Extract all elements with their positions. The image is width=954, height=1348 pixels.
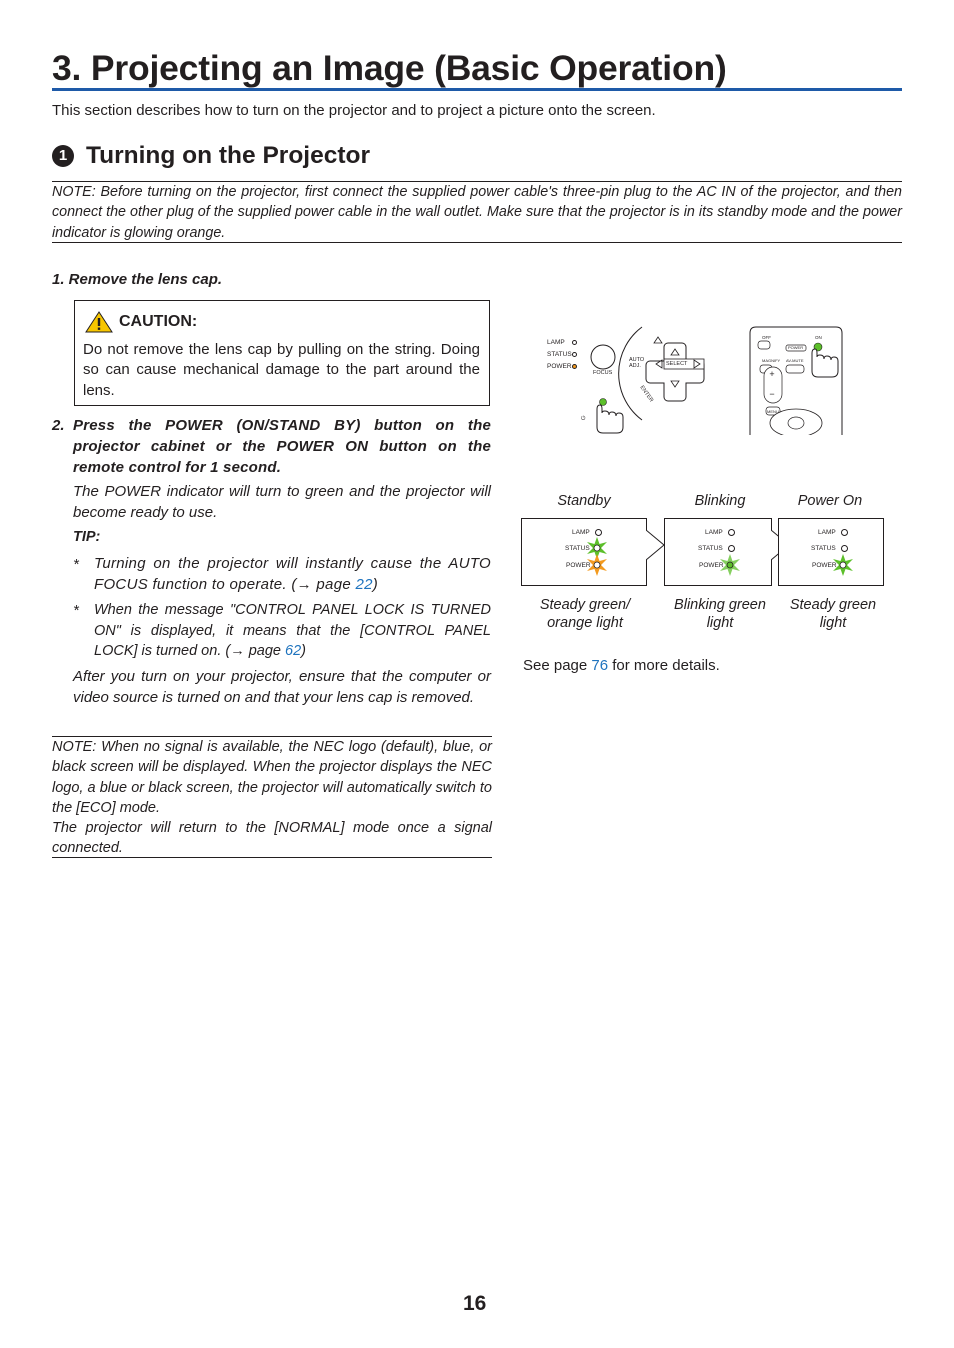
panel-auto-adj-label: AUTO ADJ.	[629, 357, 645, 369]
tip-label: TIP:	[73, 529, 101, 545]
warning-icon	[85, 311, 113, 333]
status-indicator	[728, 545, 735, 552]
section-heading	[52, 142, 370, 170]
remote-graphic	[748, 325, 843, 435]
state-blinking-caption: Blinking green light	[674, 597, 766, 631]
projector-control-panel	[540, 325, 720, 435]
step-1: 1. Remove the lens cap.	[52, 271, 223, 288]
see-page-prefix: See page	[523, 657, 592, 674]
power-button-label: ⏻	[581, 416, 586, 422]
orange-glow-icon	[586, 554, 608, 576]
section-number-badge: 1	[52, 145, 74, 167]
caution-text: Do not remove the lens cap by pulling on the string. Doing so can cause mechanical damage to the part around the lens.	[83, 341, 480, 399]
divider	[52, 242, 902, 243]
lamp-indicator	[841, 529, 848, 536]
panel-lamp-label: LAMP	[547, 339, 565, 346]
tip-2-close: )	[301, 643, 306, 660]
page-number: 16	[463, 1292, 487, 1315]
lamp-label: LAMP	[818, 529, 836, 536]
status-label: STATUS	[565, 545, 590, 552]
tip-1	[94, 554, 491, 595]
see-page-suffix: for more details.	[608, 657, 720, 674]
note-no-signal: NOTE: When no signal is available, the NEC logo (default), blue, or black screen will be displayed. When the projector displays the NEC logo, a blue or black screen, the projector will automatically switch to the [ECO] mode.	[52, 739, 492, 816]
state-standby-title: Standby	[557, 493, 611, 509]
step-2-text: Press the POWER (ON/STAND BY) button on the projector cabinet or the POWER ON button on the remote control for 1 second.	[73, 417, 491, 476]
tip-2-text: When the message "CONTROL PANEL LOCK IS TURNED ON" is displayed, it means that the [CONTROL PANEL LOCK] is turned on. (→ page	[94, 602, 491, 660]
lamp-indicator	[728, 529, 735, 536]
panel-enter-label: ENTER	[638, 384, 655, 404]
panel-buttons-graphic	[540, 325, 720, 435]
step-2-number: 2.	[52, 417, 65, 434]
caution-box	[74, 300, 490, 406]
lamp-indicator	[595, 529, 602, 536]
step-2-body: The POWER indicator will turn to green and the projector will become ready to use.	[73, 483, 491, 521]
arrow-icon	[646, 530, 666, 560]
note-normal-mode: The projector will return to the [NORMAL] mode once a signal connected.	[52, 820, 492, 857]
tip-bullet: *	[73, 556, 79, 573]
tip-2	[94, 600, 491, 662]
remote-magnify-label: MAGNIFY	[762, 358, 781, 363]
title-rule	[52, 88, 902, 91]
step-2-after: After you turn on your projector, ensure that the computer or video source is turned on and that your lens cap is removed.	[73, 668, 491, 706]
indicator-panel-power-on	[778, 518, 884, 586]
see-page-text	[523, 657, 720, 674]
page-title: 3. Projecting an Image (Basic Operation)	[52, 48, 727, 88]
lamp-label: LAMP	[705, 529, 723, 536]
svg-text:+: +	[769, 369, 775, 379]
remote-on-label: ON	[815, 335, 822, 340]
remote-av-mute-label: AV-MUTE	[786, 358, 804, 363]
status-indicator	[841, 545, 848, 552]
power-label: POWER	[812, 562, 837, 569]
note-power-cable: NOTE: Before turning on the projector, first connect the supplied power cable's three-pin plug to the AC IN of the projector, and then connect the other plug of the supplied power cable in the wall outlet. Make sure that the projector is in its standby mode and the power indicator is glowing orange.	[52, 184, 902, 241]
status-label: STATUS	[811, 545, 836, 552]
page-link-62[interactable]: 62	[285, 643, 302, 660]
caution-label: CAUTION:	[119, 313, 198, 330]
tip-1-close: )	[372, 575, 379, 593]
state-power-on-title: Power On	[797, 493, 863, 509]
divider	[52, 857, 492, 858]
panel-status-label: STATUS	[547, 351, 572, 358]
state-power-on-caption: Steady green light	[789, 597, 877, 631]
svg-text:−: −	[769, 389, 775, 399]
lamp-label: LAMP	[572, 529, 590, 536]
section-title: Turning on the Projector	[86, 142, 371, 169]
page-link-22[interactable]: 22	[355, 575, 373, 593]
power-label: POWER	[699, 562, 724, 569]
power-label: POWER	[566, 562, 591, 569]
remote-menu-label: MENU	[767, 409, 779, 414]
tip-1-text: Turning on the projector will instantly cause the AUTO FOCUS function to operate. (→ page	[94, 555, 491, 593]
tip-bullet: *	[73, 602, 79, 619]
intro-text: This section describes how to turn on the projector and to project a picture onto the screen.	[52, 102, 656, 119]
blinking-green-icon	[719, 554, 741, 576]
green-glow-icon	[832, 554, 854, 576]
status-label: STATUS	[698, 545, 723, 552]
state-standby-caption: Steady green/ orange light	[539, 597, 631, 631]
caution-heading	[85, 311, 197, 333]
state-blinking-title: Blinking	[694, 493, 746, 509]
indicator-panel-standby	[521, 518, 647, 586]
page-link-76[interactable]: 76	[591, 657, 609, 674]
panel-focus-label: FOCUS	[593, 370, 613, 376]
remote-control	[748, 325, 843, 435]
remote-off-label: OFF	[762, 335, 771, 340]
panel-power-label: POWER	[547, 363, 572, 370]
panel-select-label: SELECT	[666, 361, 688, 367]
remote-power-label: POWER	[788, 345, 804, 350]
indicator-panel-blinking	[664, 518, 772, 586]
